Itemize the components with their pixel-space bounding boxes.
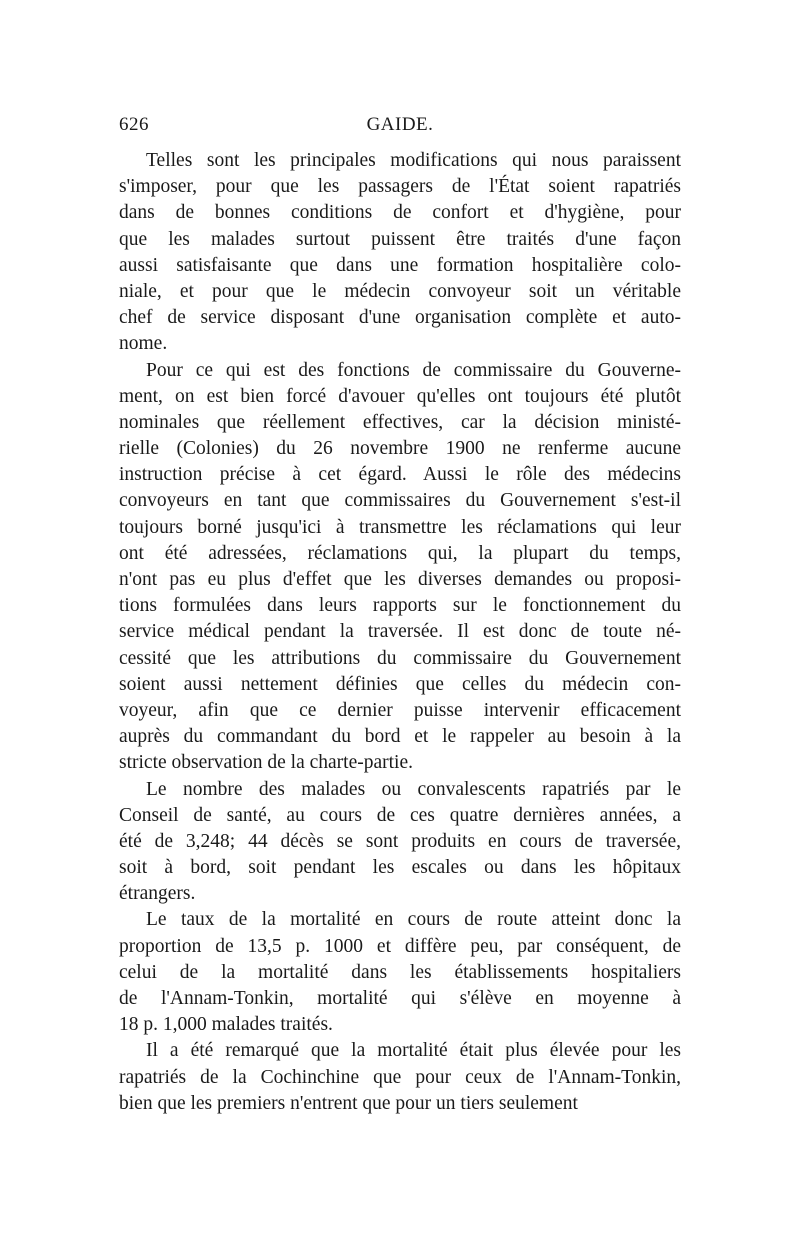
text-line: soit à bord, soit pendant les escales ou dans les hôpitaux bbox=[119, 857, 681, 879]
page-number: 626 bbox=[119, 114, 149, 135]
paragraph bbox=[119, 907, 681, 1038]
text-line: ont été adressées, réclamations qui, la plupart du temps, bbox=[119, 542, 681, 564]
text-line: Le taux de la mortalité en cours de route atteint donc la bbox=[146, 909, 681, 931]
text-line: 18 p. 1,000 malades traités. bbox=[119, 1014, 333, 1036]
text-line: celui de la mortalité dans les établissements hospitaliers bbox=[119, 961, 681, 983]
text-line: cessité que les attributions du commissaire du Gouvernement bbox=[119, 647, 681, 669]
text-line: tions formulées dans leurs rapports sur le fonctionnement du bbox=[119, 595, 681, 617]
running-head bbox=[119, 114, 681, 144]
text-line: toujours borné jusqu'ici à transmettre les réclamations qui leur bbox=[119, 516, 681, 538]
text-line: dans de bonnes conditions de confort et d'hygiène, pour bbox=[119, 202, 681, 224]
text-line: Il a été remarqué que la mortalité était plus élevée pour les bbox=[146, 1040, 681, 1062]
paragraph bbox=[119, 358, 681, 777]
text-line: auprès du commandant du bord et le rappeler au besoin à la bbox=[119, 726, 681, 748]
text-line: de l'Annam-Tonkin, mortalité qui s'élève en moyenne à bbox=[119, 988, 681, 1009]
text-line: été de 3,248; 44 décès se sont produits en cours de traversée, bbox=[119, 830, 681, 852]
text-line: nominales que réellement effectives, car la décision ministé- bbox=[119, 411, 681, 433]
text-line: Le nombre des malades ou convalescents rapatriés par le bbox=[146, 778, 681, 800]
text-line: étrangers. bbox=[119, 883, 196, 905]
text-line: n'ont pas eu plus d'effet que les diverses demandes ou proposi- bbox=[119, 569, 681, 590]
text-line: soient aussi nettement définies que celles du médecin con- bbox=[119, 673, 681, 695]
text-line: Pour ce qui est des fonctions de commissaire du Gouverne- bbox=[146, 359, 681, 381]
text-line: aussi satisfaisante que dans une formation hospitalière colo- bbox=[119, 254, 681, 276]
paragraph bbox=[119, 148, 681, 358]
text-line: chef de service disposant d'une organisation complète et auto- bbox=[119, 307, 681, 329]
text-line: rielle (Colonies) du 26 novembre 1900 ne renferme aucune bbox=[119, 438, 681, 460]
text-line: service médical pendant la traversée. Il est donc de toute né- bbox=[119, 621, 681, 643]
body-text bbox=[119, 148, 681, 1117]
text-line: proportion de 13,5 p. 1000 et diffère peu, par conséquent, de bbox=[119, 935, 681, 957]
paragraph bbox=[119, 777, 681, 908]
text-line: convoyeurs en tant que commissaires du Gouvernement s'est-il bbox=[119, 490, 681, 512]
text-line: que les malades surtout puissent être traités d'une façon bbox=[119, 228, 681, 250]
text-line: nome. bbox=[119, 333, 168, 355]
text-line: s'imposer, pour que les passagers de l'État soient rapatriés bbox=[119, 176, 681, 198]
running-title: GAIDE. bbox=[366, 114, 434, 135]
text-line: instruction précise à cet égard. Aussi le rôle des médecins bbox=[119, 464, 681, 486]
text-line: rapatriés de la Cochinchine que pour ceux de l'Annam-Tonkin, bbox=[119, 1066, 681, 1088]
paragraph bbox=[119, 1038, 681, 1117]
text-line: niale, et pour que le médecin convoyeur soit un véritable bbox=[119, 280, 681, 302]
text-line: ment, on est bien forcé d'avouer qu'elles ont toujours été plutôt bbox=[119, 385, 681, 407]
text-line: bien que les premiers n'entrent que pour un tiers seulement bbox=[119, 1092, 578, 1114]
text-line: Conseil de santé, au cours de ces quatre dernières années, a bbox=[119, 804, 681, 826]
text-line: Telles sont les principales modifications qui nous paraissent bbox=[146, 150, 681, 171]
text-line: voyeur, afin que ce dernier puisse intervenir efficacement bbox=[119, 699, 681, 721]
text-line: stricte observation de la charte-partie. bbox=[119, 752, 413, 774]
